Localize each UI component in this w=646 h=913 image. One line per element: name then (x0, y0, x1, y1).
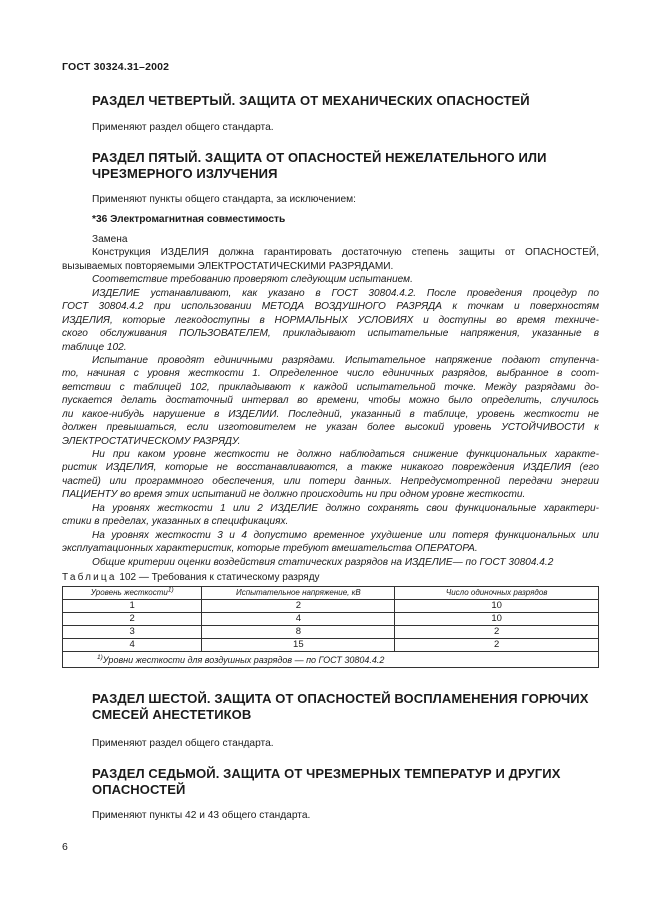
clause-36-body (62, 233, 599, 569)
cell-voltage: 2 (202, 600, 395, 613)
table-row (63, 639, 599, 652)
page-number: 6 (62, 841, 68, 853)
cell-voltage: 4 (202, 613, 395, 626)
section-7-text: Применяют пункты 42 и 43 общего стандарта. (92, 810, 311, 821)
body-line: должен превышаться, если изготовителем не указан более высокий уровень УСТОЙЧИВОСТИ к (62, 422, 599, 434)
body-line: ИЗДЕЛИЯ, которые легкодоступны в НОРМАЛЬНЫХ УСЛОВИЯХ и доступны во время техниче- (62, 314, 599, 326)
section-5-title-line-1: РАЗДЕЛ ПЯТЫЙ. ЗАЩИТА ОТ ОПАСНОСТЕЙ НЕЖЕЛАТЕЛЬНОГО ИЛИ (92, 150, 547, 165)
clause-36-heading: *36 Электромагнитная совместимость (92, 214, 286, 225)
cell-voltage: 15 (202, 639, 395, 652)
cell-level: 1 (63, 600, 202, 613)
body-line: На уровнях жесткости 3 и 4 допустимо временное ухудшение или потеря функциональных или (92, 529, 599, 541)
body-line: таблице 102. (62, 341, 127, 353)
body-line: стики в пределах, указанных в спецификациях. (62, 516, 289, 528)
body-line: ветствии с таблицей 102, прикладывают к каждой испытательной точке. Между разрядами до- (62, 381, 599, 393)
body-line: частей) или программного обеспечения, или потери данных. Непредусмотренной передачи энергии (62, 475, 599, 487)
table-row (63, 626, 599, 639)
cell-level: 2 (63, 613, 202, 626)
body-line: ПАЦИЕНТУ во время этих испытаний не должно происходить ни при одном уровне жесткости. (62, 489, 526, 501)
section-4-title: РАЗДЕЛ ЧЕТВЕРТЫЙ. ЗАЩИТА ОТ МЕХАНИЧЕСКИХ ОПАСНОСТЕЙ (92, 93, 530, 108)
section-6-title-line-2: СМЕСЕЙ АНЕСТЕТИКОВ (92, 707, 252, 722)
body-line: Ни при каком уровне жесткости не должно наблюдаться снижение функциональных характе- (92, 449, 599, 460)
document-header: ГОСТ 30324.31–2002 (62, 61, 170, 73)
cell-discharges: 2 (395, 626, 599, 639)
section-5-text: Применяют пункты общего стандарта, за исключением: (92, 194, 356, 205)
table-footnote-row (63, 652, 599, 668)
body-line: Испытание проводят единичными разрядами. Испытательное напряжение подают ступенча- (92, 354, 599, 366)
cell-level: 4 (63, 639, 202, 652)
table-caption (62, 572, 320, 583)
body-line: На уровнях жесткости 1 или 2 ИЗДЕЛИЕ должно сохранять свои функциональные характери- (92, 502, 599, 514)
body-line: ли какое-нибудь нарушение в ИЗДЕЛИИ. Последний, указанный в таблице, уровень жесткости не (62, 408, 599, 420)
cell-discharges: 10 (395, 600, 599, 613)
cell-discharges: 10 (395, 613, 599, 626)
body-line: ИЗДЕЛИЕ устанавливают, как указано в ГОСТ 30804.4.2. После проведения процедур по (92, 287, 599, 299)
body-line: ристик ИЗДЕЛИЯ, которые не восстанавливаются, а также никакого повреждения ИЗДЕЛИЯ (его (62, 462, 599, 474)
section-7-title-line-2: ОПАСНОСТЕЙ (92, 782, 186, 797)
section-6-title-line-1: РАЗДЕЛ ШЕСТОЙ. ЗАЩИТА ОТ ОПАСНОСТЕЙ ВОСПЛАМЕНЕНИЯ ГОРЮЧИХ (92, 691, 589, 706)
table-caption-prefix: Таблица (62, 572, 117, 583)
body-line: эксплуатационных характеристик, которые требуют вмешательства ОПЕРАТОРА. (62, 543, 478, 555)
cell-discharges: 2 (395, 639, 599, 652)
section-6-text: Применяют раздел общего стандарта. (92, 738, 274, 749)
body-line: пускается делать достаточный интервал во времени, чтобы можно было определить, случилось (62, 395, 599, 407)
cell-voltage: 8 (202, 626, 395, 639)
table-row (63, 613, 599, 626)
section-6-title (92, 691, 592, 723)
body-line: вызываемых повторяемыми ЭЛЕКТРОСТАТИЧЕСКИМИ РАЗРЯДАМИ. (62, 260, 394, 272)
body-line: Замена (92, 234, 128, 245)
header-level (63, 587, 202, 600)
header-level-sup: 1) (167, 586, 174, 594)
table-footnote (63, 652, 599, 668)
body-line: Конструкция ИЗДЕЛИЯ должна гарантировать достаточную степень защиты от ОПАСНОСТЕЙ, (92, 247, 599, 259)
body-line: ГОСТ 30804.4.2 при использовании МЕТОДА ВОЗДУШНОГО РАЗРЯДА к точкам и поверхностям (62, 301, 599, 313)
body-line: ЭЛЕКТРОСТАТИЧЕСКОМУ РАЗРЯДУ. (62, 435, 241, 447)
static-discharge-table (62, 586, 599, 668)
table-caption-text: 102 — Требования к статическому разряду (116, 572, 320, 583)
table-header-row (63, 587, 599, 600)
cell-level: 3 (63, 626, 202, 639)
section-5-title (92, 150, 592, 182)
header-voltage: Испытательное напряжение, кВ (202, 587, 395, 600)
body-line: то, начиная с уровня жесткости 1. Определенное число единичных разрядов, выбранное в соот- (62, 368, 599, 380)
header-level-text: Уровень жесткости (90, 588, 168, 597)
section-7-title (92, 766, 592, 798)
body-line: Соответствие требованию проверяют следующим испытанием. (92, 274, 413, 286)
section-4-text: Применяют раздел общего стандарта. (92, 122, 274, 133)
table-row (63, 600, 599, 613)
section-7-title-line-1: РАЗДЕЛ СЕДЬМОЙ. ЗАЩИТА ОТ ЧРЕЗМЕРНЫХ ТЕМПЕРАТУР И ДРУГИХ (92, 766, 561, 781)
body-line: ского обслуживания ПОЛЬЗОВАТЕЛЕМ, прикладывают испытательные напряжения, указанные в (62, 328, 599, 340)
body-line: Общие критерии оценки воздействия статических разрядов на ИЗДЕЛИЕ— по ГОСТ 30804.4.2 (92, 556, 554, 568)
footnote-mark: 1) (97, 653, 103, 661)
header-discharges: Число одиночных разрядов (395, 587, 599, 600)
footnote-text: Уровни жесткости для воздушных разрядов — по ГОСТ 30804.4.2 (102, 654, 385, 665)
section-5-title-line-2: ЧРЕЗМЕРНОГО ИЗЛУЧЕНИЯ (92, 166, 278, 181)
